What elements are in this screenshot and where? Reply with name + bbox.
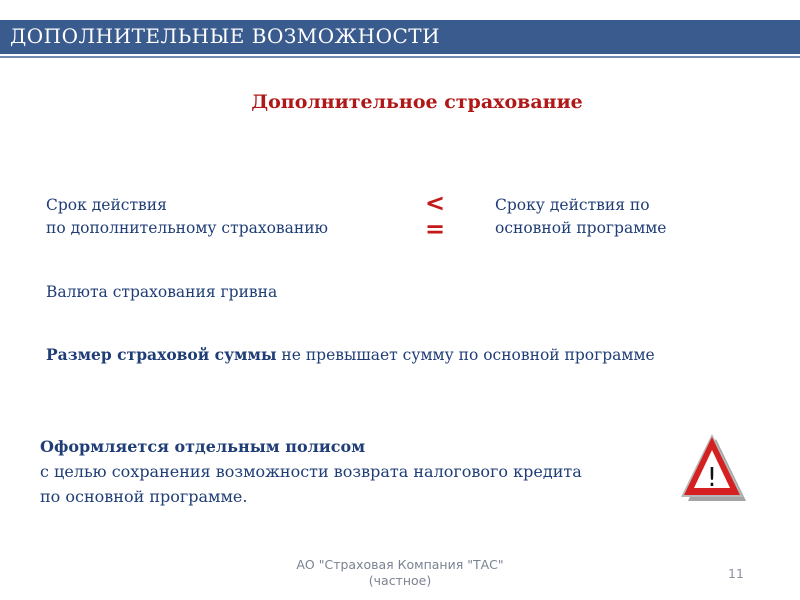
exclamation-mark: ! xyxy=(706,463,718,493)
slide-title: ДОПОЛНИТЕЛЬНЫЕ ВОЗМОЖНОСТИ xyxy=(10,24,441,48)
term-right-block xyxy=(495,194,666,240)
footer-company xyxy=(280,557,520,589)
sum-limit-text xyxy=(46,343,655,367)
warning-triangle-icon xyxy=(676,430,748,504)
policy-note xyxy=(40,434,582,509)
page-number: 11 xyxy=(728,566,744,581)
term-right-line2: основной программе xyxy=(495,219,667,237)
footer-company-line1: АО "Страховая Компания "ТАС" xyxy=(296,557,504,572)
policy-note-line3: по основной программе. xyxy=(40,487,248,506)
term-right-line1: Сроку действия по xyxy=(495,196,650,214)
term-left-line2: по дополнительному страхованию xyxy=(46,219,329,237)
less-or-equal-sign xyxy=(422,190,448,242)
equals-symbol: = xyxy=(424,215,446,243)
footer-company-line2: (частное) xyxy=(368,573,432,588)
sum-limit-bold: Размер страховой суммы xyxy=(46,345,277,364)
policy-note-line2: с целью сохранения возможности возврата налогового кредита xyxy=(40,462,582,481)
term-left-block xyxy=(46,194,328,240)
currency-text: Валюта страхования гривна xyxy=(46,283,278,301)
sum-limit-rest: не превышает сумму по основной программе xyxy=(276,346,655,364)
header-divider xyxy=(0,56,800,58)
term-left-line1: Срок действия xyxy=(46,196,167,214)
less-than-symbol: < xyxy=(424,189,446,217)
policy-note-heading: Оформляется отдельным полисом xyxy=(40,437,366,456)
section-subtitle: Дополнительное страхование xyxy=(251,91,583,113)
